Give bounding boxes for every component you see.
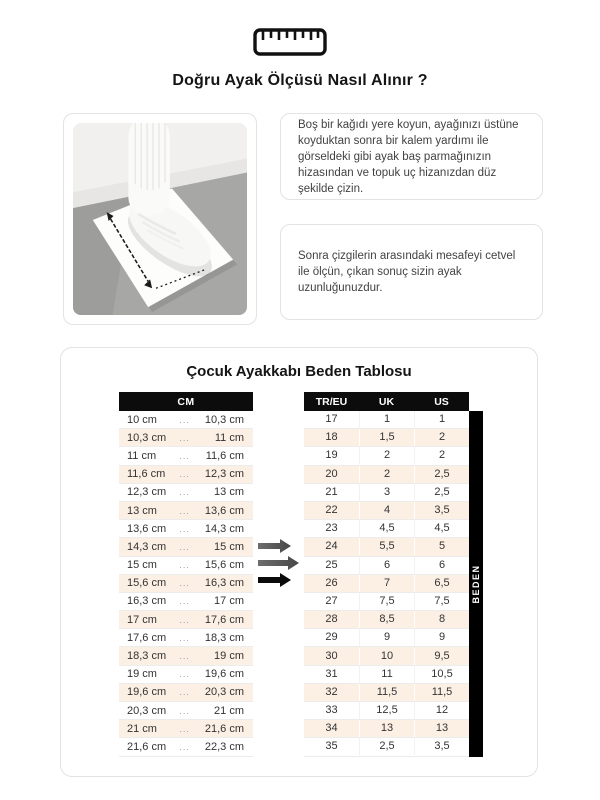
range-separator: ... [179,669,190,680]
foot-measure-photo-card [63,113,257,325]
tr-eu-value: 24 [325,540,338,553]
tr-eu-value: 34 [325,722,338,735]
cm-max-value: 10,3 cm [204,413,244,426]
cm-range-row [119,720,253,738]
cm-min-value: 10 cm [127,413,157,426]
cm-max-value: 22,3 cm [204,740,244,753]
uk-value: 10 [359,648,414,665]
cm-max-value: 16,3 cm [204,577,244,590]
uk-value: 3 [359,484,414,501]
shoe-size-row [304,484,469,502]
cm-max-value: 12,3 cm [204,468,244,481]
us-value: 9,5 [414,648,469,665]
cm-max-value: 14,3 cm [204,522,244,535]
cm-min-value: 19 cm [127,668,157,681]
uk-value: 4,5 [359,520,414,537]
range-separator: ... [179,505,190,516]
shoe-size-row [304,466,469,484]
cm-min-value: 18,3 cm [127,650,167,663]
us-value: 1 [414,411,469,428]
cm-min-value: 11 cm [127,449,157,462]
cm-range-row [119,484,253,502]
tr-eu-value: 33 [325,704,338,717]
cm-min-value: 13 cm [127,504,157,517]
shoe-size-row [304,738,469,756]
range-separator: ... [179,560,190,571]
tr-eu-value: 18 [325,431,338,444]
tr-eu-value: 28 [325,613,338,626]
cm-range-row [119,557,253,575]
uk-value: 7 [359,575,414,592]
shoe-size-row [304,520,469,538]
header-us: US [434,395,449,408]
us-value: 13 [414,720,469,737]
cm-range-row [119,502,253,520]
cm-min-value: 15,6 cm [127,577,167,590]
range-separator: ... [179,487,190,498]
tr-eu-value: 31 [325,667,338,680]
uk-value: 13 [359,720,414,737]
cm-range-row [119,593,253,611]
cm-max-value: 13 cm [214,486,244,499]
cm-max-value: 13,6 cm [204,504,244,517]
cm-min-value: 15 cm [127,559,157,572]
us-value: 5 [414,538,469,555]
instruction-step-1-text: Boş bir kağıdı yere koyun, ayağınızı üstüne koyduktan sonra bir kalem yardımı ile görseldeki gibi ayak baş parmağınızın hizasından ve topuk uç hizanızdan düz şekilde çizin. [298,118,519,195]
uk-value: 2 [359,466,414,483]
uk-value: 9 [359,629,414,646]
cm-range-row [119,520,253,538]
cm-range-row [119,575,253,593]
shoe-size-row [304,502,469,520]
page-title: Doğru Ayak Ölçüsü Nasıl Alınır ? [172,72,428,89]
uk-value: 11 [359,666,414,683]
cm-max-value: 21 cm [214,704,244,717]
range-separator: ... [179,432,190,443]
cm-range-row [119,538,253,556]
instruction-step-2 [280,224,543,320]
shoe-size-row [304,611,469,629]
us-value: 9 [414,629,469,646]
shoe-size-row [304,575,469,593]
cm-max-value: 19,6 cm [204,668,244,681]
tr-eu-value: 29 [325,631,338,644]
us-value: 4,5 [414,520,469,537]
tr-eu-value: 19 [325,449,338,462]
us-value: 6,5 [414,575,469,592]
us-value: 2,5 [414,466,469,483]
range-separator: ... [179,469,190,480]
cm-min-value: 17,6 cm [127,631,167,644]
shoe-size-table-header [304,392,469,411]
uk-value: 8,5 [359,611,414,628]
us-value: 6 [414,557,469,574]
cm-range-row [119,684,253,702]
tr-eu-value: 30 [325,649,338,662]
beden-side-label: BEDEN [471,564,481,604]
tr-eu-value: 26 [325,576,338,589]
ruler-icon [253,28,327,56]
uk-value: 6 [359,557,414,574]
cm-max-value: 15 cm [214,540,244,553]
range-separator: ... [179,614,190,625]
cm-range-row [119,429,253,447]
cm-table-header: CM [119,392,253,411]
tr-eu-value: 20 [325,467,338,480]
range-separator: ... [179,687,190,698]
uk-value: 2 [359,447,414,464]
cm-max-value: 18,3 cm [204,631,244,644]
tr-eu-value: 22 [325,504,338,517]
shoe-size-table-body [304,411,469,757]
us-value: 11,5 [414,684,469,701]
shoe-size-table [304,392,469,757]
cm-max-value: 20,3 cm [204,686,244,699]
range-separator: ... [179,741,190,752]
cm-min-value: 13,6 cm [127,522,167,535]
cm-range-row [119,611,253,629]
conversion-arrows-icon [258,536,300,590]
cm-range-row [119,466,253,484]
cm-min-value: 17 cm [127,613,157,626]
range-separator: ... [179,578,190,589]
us-value: 2 [414,447,469,464]
instruction-step-2-text: Sonra çizgilerin arasındaki mesafeyi cetvel ile ölçün, çıkan sonuç sizin ayak uzunluğunuzdur. [298,250,516,294]
us-value: 2 [414,429,469,446]
header-uk: UK [378,395,395,408]
cm-max-value: 21,6 cm [204,722,244,735]
us-value: 10,5 [414,666,469,683]
range-separator: ... [179,723,190,734]
range-separator: ... [179,541,190,552]
range-separator: ... [179,450,190,461]
cm-max-value: 17 cm [214,595,244,608]
tr-eu-value: 21 [325,485,338,498]
tr-eu-value: 17 [325,413,338,426]
cm-min-value: 14,3 cm [127,540,167,553]
tr-eu-value: 35 [325,740,338,753]
us-value: 8 [414,611,469,628]
shoe-size-row [304,411,469,429]
header-tr-eu: TR/EU [315,395,348,408]
cm-range-row [119,411,253,429]
cm-range-table [119,392,253,757]
uk-value: 1 [359,411,414,428]
cm-min-value: 11,6 cm [127,468,166,481]
cm-max-value: 11,6 cm [205,449,244,462]
cm-min-value: 12,3 cm [127,486,167,499]
tr-eu-value: 23 [325,522,338,535]
cm-max-value: 15,6 cm [204,559,244,572]
beden-side-bar [469,411,483,757]
range-separator: ... [179,523,190,534]
us-value: 3,5 [414,738,469,755]
uk-value: 11,5 [359,684,414,701]
shoe-size-row [304,720,469,738]
uk-value: 12,5 [359,702,414,719]
range-separator: ... [179,632,190,643]
uk-value: 2,5 [359,738,414,755]
cm-range-row [119,666,253,684]
shoe-size-row [304,629,469,647]
cm-range-row [119,738,253,756]
uk-value: 4 [359,502,414,519]
cm-min-value: 10,3 cm [127,431,167,444]
shoe-size-row [304,684,469,702]
size-chart-card [60,347,538,777]
cm-max-value: 11 cm [214,431,244,444]
cm-min-value: 21,6 cm [127,740,167,753]
range-separator: ... [179,705,190,716]
cm-max-value: 17,6 cm [204,613,244,626]
tr-eu-value: 32 [325,685,338,698]
cm-min-value: 16,3 cm [127,595,167,608]
us-value: 3,5 [414,502,469,519]
cm-table-body [119,411,253,757]
range-separator: ... [179,651,190,662]
range-separator: ... [179,596,190,607]
cm-min-value: 21 cm [127,722,157,735]
cm-range-row [119,647,253,665]
us-value: 12 [414,702,469,719]
tr-eu-value: 25 [325,558,338,571]
us-value: 7,5 [414,593,469,610]
shoe-size-row [304,447,469,465]
cm-range-row [119,702,253,720]
shoe-size-row [304,702,469,720]
cm-range-row [119,629,253,647]
shoe-size-row [304,429,469,447]
shoe-size-row [304,647,469,665]
uk-value: 1,5 [359,429,414,446]
shoe-size-row [304,593,469,611]
instruction-step-1 [280,113,543,200]
foot-measure-photo [73,123,247,315]
us-value: 2,5 [414,484,469,501]
shoe-size-row [304,557,469,575]
uk-value: 7,5 [359,593,414,610]
cm-min-value: 19,6 cm [127,686,167,699]
cm-min-value: 20,3 cm [127,704,167,717]
shoe-size-row [304,538,469,556]
cm-range-row [119,447,253,465]
range-separator: ... [179,414,190,425]
tr-eu-value: 27 [325,594,338,607]
uk-value: 5,5 [359,538,414,555]
cm-max-value: 19 cm [214,650,244,663]
shoe-size-row [304,666,469,684]
size-chart-title: Çocuk Ayakkabı Beden Tablosu [186,363,412,380]
